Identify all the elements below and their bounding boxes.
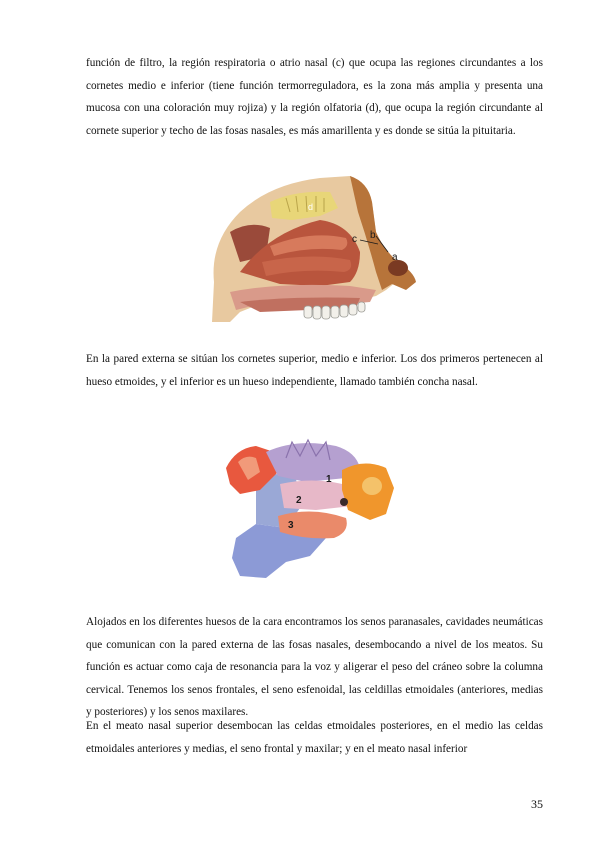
lateral-nasal-wall-illustration [226,428,406,582]
label-b: b [370,230,376,241]
paragraph-meatus: En el meato nasal superior desembocan las celdas etmoidales posteriores, en el medio las celdas etmoidales anteriores y medias, el seno frontal y maxilar; y en el meato nasal inferior [86,720,543,755]
page-number: 35 [531,797,543,811]
label-a: a [392,252,398,263]
paragraph-regions: función de filtro, la región respiratoria o atrio nasal (c) que ocupa las regiones circundantes a los cornetes medio e inferior (tiene función termorreguladora, es la zona más amplia y presenta una mucosa con una coloración muy rojiza) y la región olfatoria (d), que ocupa la región circundante al cornete superior y techo de las fosas nasales, es más amarillenta y es donde se sitúa la pituitaria. [86,57,543,137]
label-2: 2 [296,495,302,506]
paragraph-turbinates: En la pared externa se sitúan los cornetes superior, medio e inferior. Los dos primeros pertenecen al hueso etmoides, y el inferior es un hueso independiente, llamado también concha nasal. [86,353,543,388]
label-c: c [352,234,357,245]
label-3: 3 [288,520,294,531]
nasal-cavity-section-illustration [200,172,428,324]
label-d: d [308,202,314,212]
paragraph-sinuses: Alojados en los diferentes huesos de la cara encontramos los senos paranasales, cavidades neumáticas que comunican con la pared externa de las fosas nasales, desembocando a nivel de los meatos. Su función es actuar como caja de resonancia para la voz y aligerar el peso del cráneo sobre la columna cervical. Tenemos los senos frontales, el seno esfenoidal, las celdillas etmoidales (anteriores, medias y posteriores) y los senos maxilares. [86,616,543,719]
label-1: 1 [326,474,332,485]
